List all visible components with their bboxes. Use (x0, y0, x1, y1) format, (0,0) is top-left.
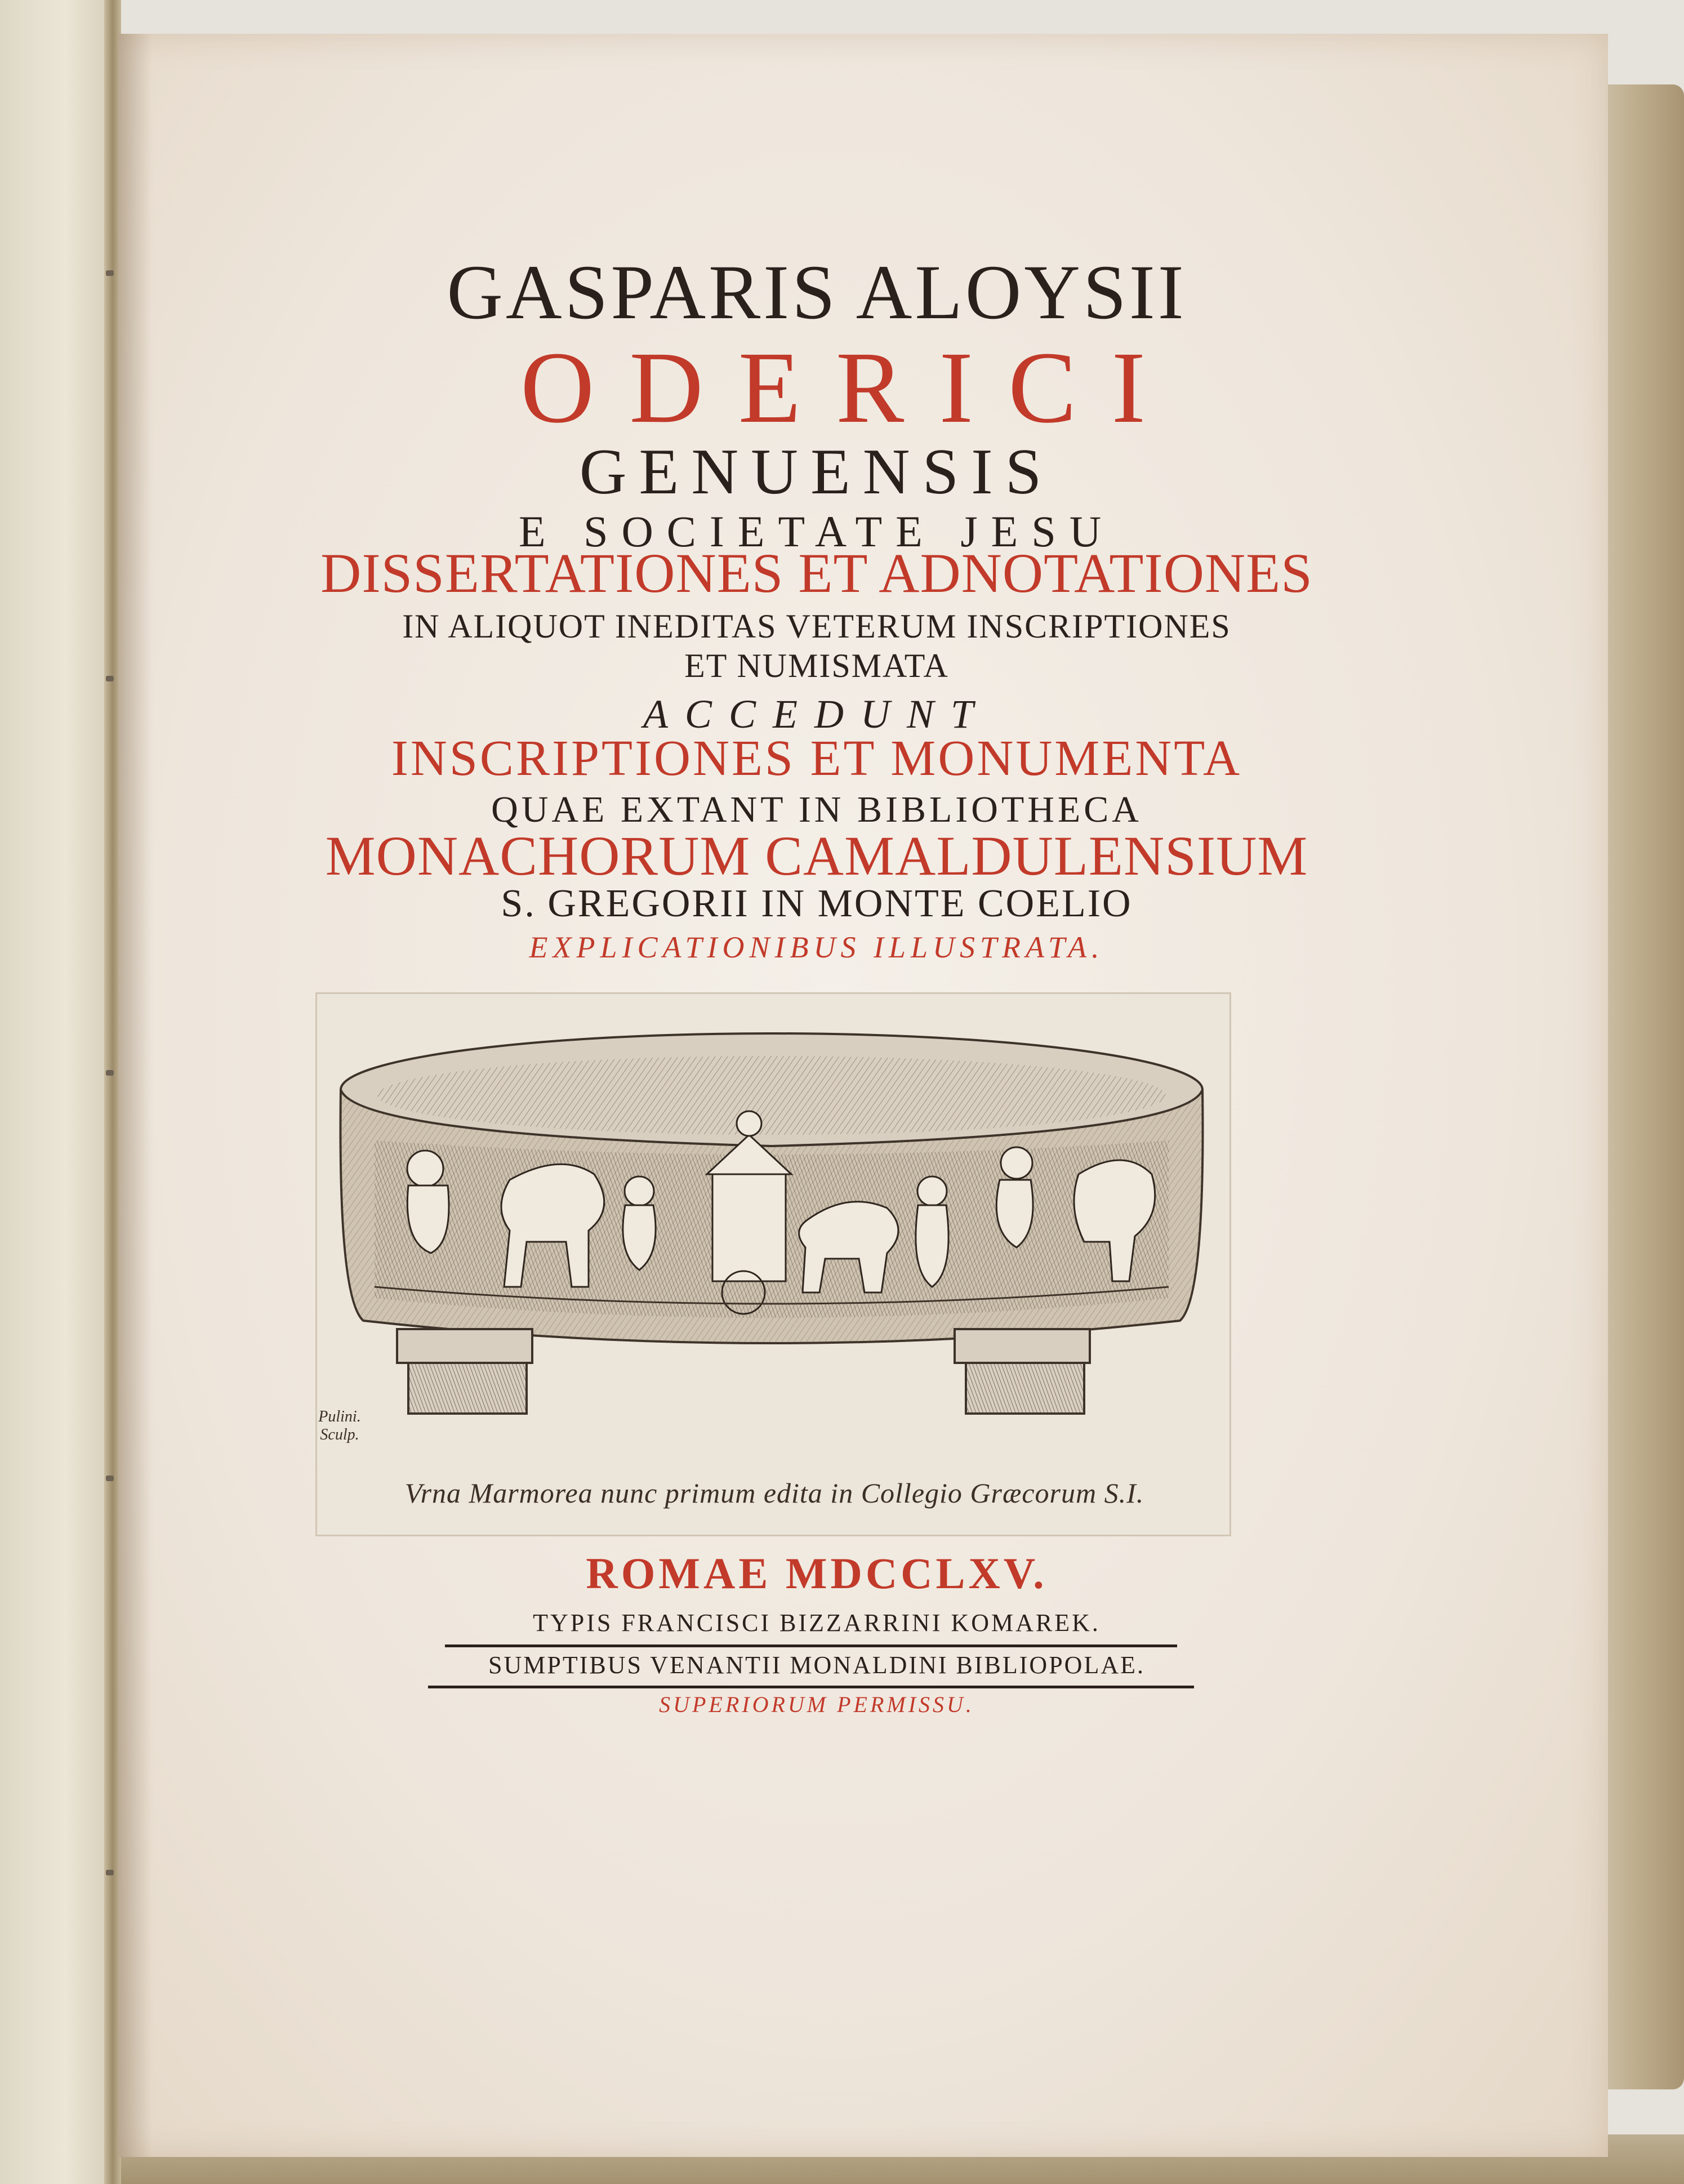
binding-stitch (106, 270, 114, 276)
accedunt-line: ACCEDUNT (643, 692, 991, 737)
engraver-signature (314, 1408, 365, 1444)
author-nomen: ODERICI (520, 331, 1181, 444)
binding-stitch (106, 1070, 114, 1076)
bookseller-line: SUMPTIBUS VENANTII MONALDINI BIBLIOPOLAE. (488, 1651, 1145, 1679)
church-line: S. GREGORII IN MONTE COELIO (501, 882, 1133, 925)
binding-stitch (106, 1870, 114, 1875)
monastery-line: MONACHORUM CAMALDULENSIUM (325, 824, 1308, 887)
left-endpaper (0, 0, 120, 2184)
imprint-rule (445, 1644, 1177, 1647)
place-date: ROMAE MDCCLXV. (586, 1549, 1048, 1598)
author-praenomen: GASPARIS ALOYSII (447, 249, 1187, 335)
binding-stitch (106, 1476, 114, 1481)
work-title: DISSERTATIONES ET ADNOTATIONES (320, 542, 1313, 604)
subject-line-2: ET NUMISMATA (684, 647, 949, 684)
engraver-sculp: Sculp. (320, 1426, 359, 1444)
printer-line: TYPIS FRANCISCI BIZZARRINI KOMAREK. (533, 1609, 1101, 1637)
location-line: QUAE EXTANT IN BIBLIOTHECA (491, 789, 1142, 830)
urn-engraving (324, 1005, 1219, 1473)
subject-line-1: IN ALIQUOT INEDITAS VETERUM INSCRIPTIONES (402, 608, 1231, 645)
imprint-rule (428, 1686, 1194, 1688)
binding-stitch (106, 676, 114, 681)
author-origin: GENUENSIS (579, 436, 1054, 508)
illustrated-line: EXPLICATIONIBUS ILLUSTRATA. (529, 930, 1104, 964)
permission-line: SUPERIORUM PERMISSU. (659, 1692, 974, 1717)
engraver-name: Pulini. (318, 1408, 361, 1425)
religious-order: E SOCIETATE JESU (518, 507, 1115, 556)
second-title: INSCRIPTIONES ET MONUMENTA (391, 730, 1242, 786)
engraving-caption: Vrna Marmorea nunc primum edita in Collegio Græcorum S.I. (404, 1477, 1144, 1509)
